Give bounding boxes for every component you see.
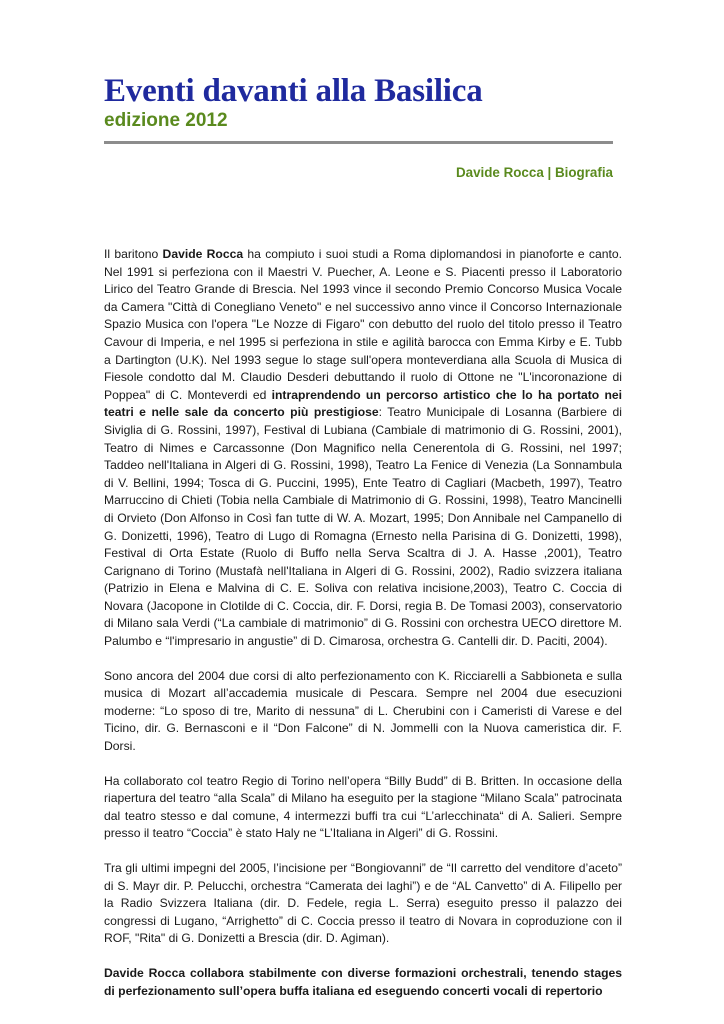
- document-title: Eventi davanti alla Basilica: [104, 73, 483, 109]
- paragraph-4: [104, 860, 622, 948]
- text-run: ha compiuto i suoi studi a Roma diplomandosi in pianoforte e canto. Nel 1991 si perfeziona con il Maestri V. Puecher, A. Leone e S. Piacenti presso il Laboratorio Lirico del Teatro Grande di Brescia. Nel 1993 vince il secondo Premio Concorso Musica Vocale da Camera "Città di Conegliano Veneto" e nel successivo anno vince il Concorso Internazionale Spazio Musica con l'opera "Le Nozze di Figaro" con debutto del ruolo del titolo presso il Teatro Cavour di Imperia, e nel 1995 si perfeziona in stile e agilità barocca con Emma Kirby e E. Tubb a Dartington (U.K). Nel 1993 segue lo stage sull'opera monteverdiana alla Scuola di Musica di Fiesole condotto dal M. Claudio Desderi debuttando il ruolo di Ottone ne "L'incoronazione di Poppea" di C. Monteverdi ed: [104, 247, 622, 402]
- text-run: Ha collaborato col teatro Regio di Torino nell’opera “Billy Budd” di B. Britten. In occasione della riapertura del teatro “alla Scala” di Milano ha eseguito per la stagione “Milano Scala” patrocinata dal teatro stesso e dal comune, 4 intermezzi buffi tra cui “L’arlecchinata“ di A. Salieri. Sempre presso il teatro “Coccia” è stato Haly ne “L’Italiana in Algeri” di G. Rossini.: [104, 773, 622, 841]
- paragraph-2: [104, 668, 622, 756]
- biography-body: [104, 246, 622, 1017]
- paragraph-5: [104, 965, 622, 1000]
- bold-text-run: Davide Rocca collabora stabilmente con diverse formazioni orchestrali, tenendo stages di perfezionamento sull’opera buffa italiana ed eseguendo concerti vocali di repertorio: [104, 965, 622, 998]
- bold-text-run: Davide Rocca: [162, 247, 244, 261]
- paragraph-3: [104, 773, 622, 843]
- author-biography-label: Davide Rocca | Biografia: [455, 165, 613, 180]
- bold-text-run: intraprendendo un percorso artistico che lo ha portato nei teatri e nelle sale da concerto più prestigiose: [104, 387, 623, 420]
- text-run: : Teatro Municipale di Losanna (Barbiere di Siviglia di G. Rossini, 1997), Festival di Lubiana (Cambiale di matrimonio di G. Rossini, 2001), Teatro di Nimes e Carcassonne (Don Magnifico nella Cenerentola di G. Rossini, nel 1997; Taddeo nell'Italiana in Algeri di G. Rossini, 1998), Teatro La Fenice di Venezia (La Sonnambula di V. Bellini, 1994; Tosca di G. Puccini, 1995), Ente Teatro di Cagliari (Macbeth, 1997), Teatro Marruccino di Chieti (Tobia nella Cambiale di Matrimonio di G. Rossini, 1998), Teatro Mancinelli di Orvieto (Don Alfonso in Così fan tutte di W. A. Mozart, 1995; Don Annibale nel Campanello di G. Donizetti, 1996), Teatro di Lugo di Romagna (Ernesto nella Parisina di G. Donizetti, 1998), Festival di Orta Estate (Ruolo di Buffo nella Serva Scaltra di J. A. Hasse ,2001), Teatro Carignano di Torino (Mustafà nell'Italiana in Algeri di G. Rossini, 2002), Radio svizzera italiana (Patrizio in Elena e Malvina di C. E. Soliva con relativa incisione,2003), Teatro C. Coccia di Novara (Jacopone in Clotilde di C. Coccia, dir. F. Dorsi, regia B. De Tomasi 2003), conservatorio di Milano sala Verdi (“La cambiale di matrimonio” di G. Rossini con orchestra UECO direttore M. Palumbo e “l'impresario in angustie” di D. Cimarosa, orchestra G. Cantelli dir. D. Paciti, 2004).: [104, 405, 622, 649]
- text-run: Tra gli ultimi impegni del 2005, l’incisione per “Bongiovanni” de “Il carretto del venditore d’aceto” di S. Mayr dir. P. Pelucchi, orchestra “Camerata dei laghi”) e de “AL Canvetto” di A. Filipello per la Radio Svizzera Italiana (dir. D. Fedele, regia L. Serra) eseguito presso il palazzo dei congressi di Lugano, “Arrighetto” di C. Coccia presso il teatro di Novara in coproduzione con il ROF, "Rita" di G. Donizetti a Brescia (dir. D. Agiman).: [104, 861, 622, 946]
- text-run: Sono ancora del 2004 due corsi di alto perfezionamento con K. Ricciarelli a Sabbioneta e sulla musica di Mozart all’accademia musicale di Pescara. Sempre nel 2004 due esecuzioni moderne: “Lo sposo di tre, Marito di nessuna” di L. Cherubini con i Cameristi di Varese e del Ticino, dir. G. Bernasconi e il “Don Falcone” di N. Jommelli con la Nuova cameristica dir. F. Dorsi.: [104, 668, 622, 754]
- edition-subtitle: edizione 2012: [104, 110, 228, 131]
- paragraph-1: [104, 246, 622, 651]
- header-divider: [104, 141, 613, 144]
- text-run: Il baritono: [104, 247, 163, 261]
